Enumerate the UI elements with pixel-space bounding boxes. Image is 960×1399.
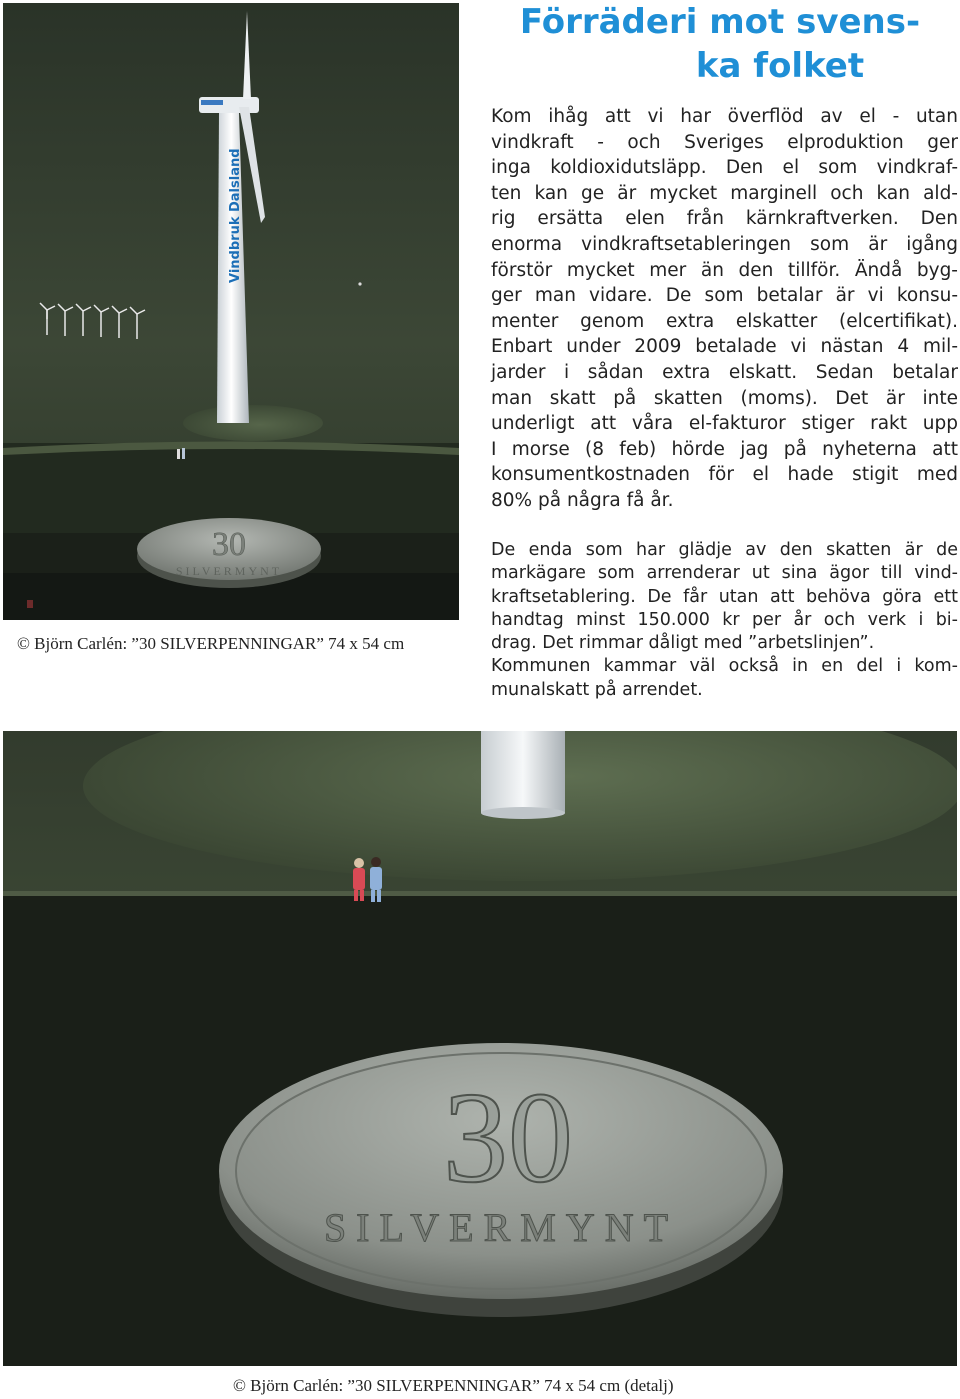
text-line: kraftsetablering. De får utan att behöva göra ett — [491, 586, 958, 607]
text-line: ger man vidare. De som betalar är vi konsu- — [491, 285, 958, 307]
svg-text:SILVERMYNT: SILVERMYNT — [175, 564, 283, 578]
text-line: Enbart under 2009 betalade vi nästan 4 mil- — [491, 336, 958, 358]
text-line: konsumentkostnaden för el hade stigit med — [491, 464, 958, 486]
text-line: rig ersätta elen från kärnkraftverken. Den — [491, 208, 958, 230]
painting-top — [3, 3, 459, 620]
text-line: ten kan ge är mycket marginell och kan ald- — [491, 182, 958, 204]
text-line: menter genom extra elskatter (elcertifikat). — [491, 310, 958, 332]
tower-text — [228, 148, 243, 283]
text-line: jarder i sådan extra elskatt. Sedan betalar — [491, 361, 958, 383]
text-line: enorma vindkraftsetableringen som är igång — [491, 233, 958, 255]
text-line: vindkraft - och Sveriges elproduktion ger — [491, 131, 958, 153]
text-line: underligt att våra el-fakturor stiger rakt upp — [491, 413, 958, 435]
text-line: 80% på några få år. — [491, 489, 674, 511]
text-line: munalskatt på arrendet. — [491, 679, 703, 700]
body-paragraph-2 — [491, 539, 958, 702]
text-line: man skatt på skatten (moms). Det är inte — [491, 387, 958, 409]
svg-text:SILVERMYNT: SILVERMYNT — [323, 1205, 679, 1250]
text-line: inga koldioxidutsläpp. Den el som vindkraf- — [491, 157, 958, 179]
text-line: markägare som arrenderar ut sina ägor till vind- — [491, 563, 958, 584]
text-line: Kommunen kammar väl också in en del i kom- — [491, 656, 958, 677]
text-line: handtag minst 150.000 kr per år och verk i bi- — [491, 609, 958, 630]
svg-text:Vindbruk Dalsland: Vindbruk Dalsland — [228, 148, 243, 283]
text-line: Kom ihåg att vi har överflöd av el - utan — [491, 106, 958, 127]
text-line: drag. Det rimmar dåligt med ”arbetslinjen”. — [491, 633, 875, 654]
text-line: förstör mycket mer än den tillför. Ändå byg- — [491, 259, 958, 281]
caption-bottom: © Björn Carlén: ”30 SILVERPENNINGAR” 74 x 54 cm (detalj) — [233, 1376, 674, 1395]
painting-bottom — [3, 731, 957, 1366]
text-line: I morse (8 feb) hörde jag på nyheterna att — [491, 438, 958, 460]
title-line-1: Förräderi mot svens- — [519, 2, 921, 42]
body-paragraph-1 — [491, 104, 958, 514]
caption-top: © Björn Carlén: ”30 SILVERPENNINGAR” 74 x 54 cm — [17, 634, 405, 653]
title-line-2: ka folket — [695, 46, 865, 86]
svg-text:30: 30 — [443, 1066, 573, 1210]
text-line: De enda som har glädje av den skatten är de — [491, 540, 958, 560]
svg-text:30: 30 — [212, 526, 246, 563]
article-title — [490, 0, 950, 88]
